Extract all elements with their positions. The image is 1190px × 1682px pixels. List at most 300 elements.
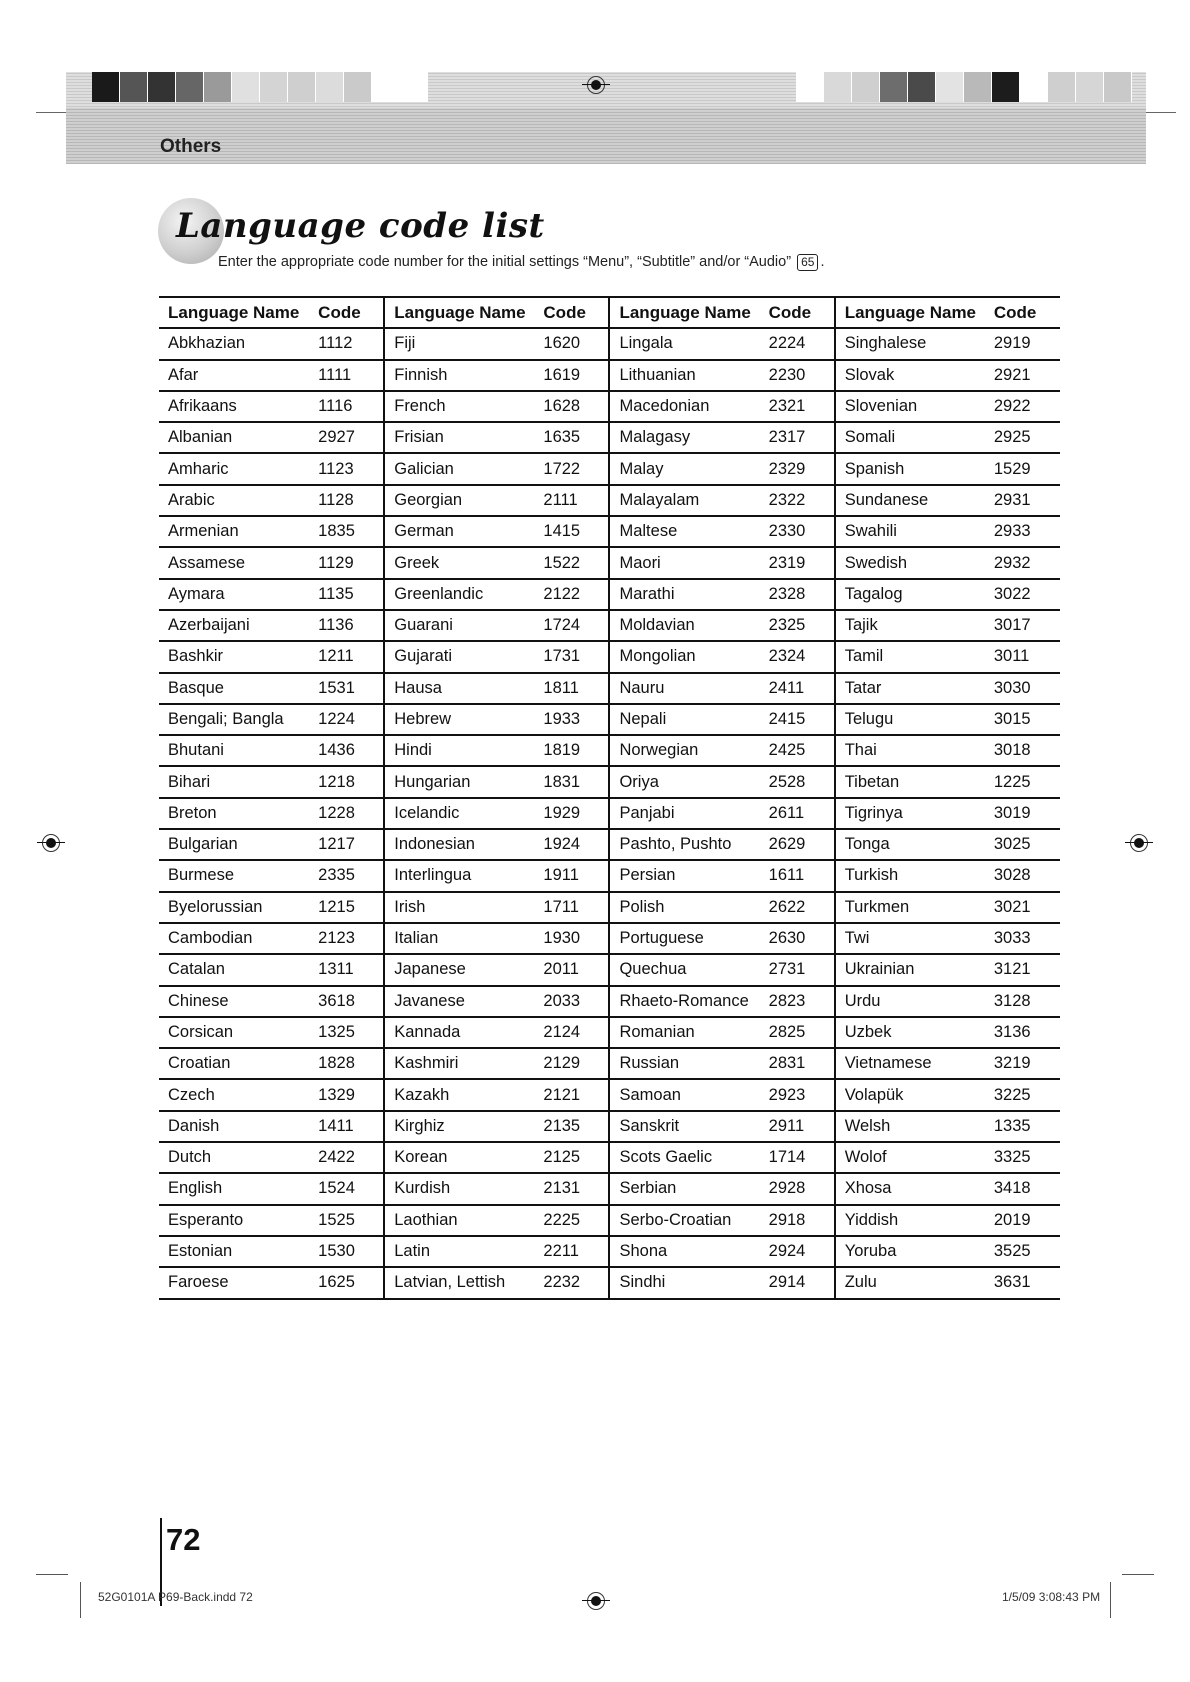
language-code-cell: 1619 (543, 360, 609, 391)
language-name-cell: Estonian (159, 1236, 318, 1267)
language-code-cell: 2232 (543, 1267, 609, 1298)
language-code-cell: 3025 (994, 829, 1060, 860)
trim-line (1122, 1574, 1154, 1575)
language-code-cell: 1129 (318, 547, 384, 578)
language-name-cell: Gujarati (384, 641, 543, 672)
table-row (159, 1236, 1060, 1267)
trim-line (36, 112, 66, 113)
table-row (159, 673, 1060, 704)
language-name-cell: Latvian, Lettish (384, 1267, 543, 1298)
language-name-cell: Korean (384, 1142, 543, 1173)
language-name-cell: Welsh (835, 1111, 994, 1142)
language-code-cell: 3128 (994, 986, 1060, 1017)
language-code-cell: 1217 (318, 829, 384, 860)
language-name-cell: Portuguese (609, 923, 768, 954)
language-name-cell: Italian (384, 923, 543, 954)
language-name-cell: Abkhazian (159, 328, 318, 359)
language-code-cell: 1531 (318, 673, 384, 704)
language-code-cell: 2629 (769, 829, 835, 860)
registration-mark-icon (42, 834, 60, 852)
language-code-cell: 1731 (543, 641, 609, 672)
language-name-cell: Assamese (159, 547, 318, 578)
language-code-cell: 1933 (543, 704, 609, 735)
language-name-cell: Panjabi (609, 798, 768, 829)
language-code-cell: 2211 (543, 1236, 609, 1267)
language-code-cell: 1136 (318, 610, 384, 641)
language-name-cell: Croatian (159, 1048, 318, 1079)
language-name-cell: Malay (609, 453, 768, 484)
language-name-cell: Finnish (384, 360, 543, 391)
language-code-cell: 2224 (769, 328, 835, 359)
language-code-cell: 3033 (994, 923, 1060, 954)
language-code-cell: 2931 (994, 485, 1060, 516)
language-name-cell: Bengali; Bangla (159, 704, 318, 735)
language-code-cell: 1714 (769, 1142, 835, 1173)
column-header-language-name: Language Name (609, 297, 768, 328)
language-code-cell: 1325 (318, 1017, 384, 1048)
language-code-cell: 2324 (769, 641, 835, 672)
language-name-cell: Urdu (835, 986, 994, 1017)
table-row (159, 453, 1060, 484)
color-swatch (148, 72, 176, 102)
language-name-cell: Romanian (609, 1017, 768, 1048)
language-code-cell: 3019 (994, 798, 1060, 829)
language-name-cell: Mongolian (609, 641, 768, 672)
language-name-cell: Sundanese (835, 485, 994, 516)
language-name-cell: Latin (384, 1236, 543, 1267)
language-code-cell: 1112 (318, 328, 384, 359)
table-row (159, 516, 1060, 547)
language-code-cell: 2611 (769, 798, 835, 829)
section-label: Others (160, 136, 222, 157)
language-code-cell: 2124 (543, 1017, 609, 1048)
language-code-cell: 2230 (769, 360, 835, 391)
language-name-cell: Armenian (159, 516, 318, 547)
table-row (159, 485, 1060, 516)
language-name-cell: Fiji (384, 328, 543, 359)
language-name-cell: Esperanto (159, 1205, 318, 1236)
language-name-cell: Albanian (159, 422, 318, 453)
language-code-cell: 3136 (994, 1017, 1060, 1048)
language-name-cell: Afar (159, 360, 318, 391)
language-code-cell: 2914 (769, 1267, 835, 1298)
language-name-cell: Tibetan (835, 766, 994, 797)
language-code-cell: 2425 (769, 735, 835, 766)
language-name-cell: Twi (835, 923, 994, 954)
language-code-cell: 3011 (994, 641, 1060, 672)
language-code-cell: 3219 (994, 1048, 1060, 1079)
language-name-cell: Spanish (835, 453, 994, 484)
language-code-cell: 1711 (543, 892, 609, 923)
table-row (159, 610, 1060, 641)
footer-file-name: 52G0101A P69-Back.indd 72 (98, 1590, 253, 1604)
table-row (159, 1205, 1060, 1236)
table-row (159, 579, 1060, 610)
language-code-cell: 2630 (769, 923, 835, 954)
language-name-cell: Swahili (835, 516, 994, 547)
language-name-cell: Ukrainian (835, 954, 994, 985)
language-name-cell: Greenlandic (384, 579, 543, 610)
language-name-cell: Vietnamese (835, 1048, 994, 1079)
language-name-cell: Lingala (609, 328, 768, 359)
language-name-cell: Indonesian (384, 829, 543, 860)
language-name-cell: Czech (159, 1079, 318, 1110)
language-name-cell: Persian (609, 860, 768, 891)
language-name-cell: Arabic (159, 485, 318, 516)
language-code-cell: 2011 (543, 954, 609, 985)
language-name-cell: Tigrinya (835, 798, 994, 829)
language-name-cell: Zulu (835, 1267, 994, 1298)
color-swatch (964, 72, 992, 102)
footer-timestamp: 1/5/09 3:08:43 PM (1002, 1590, 1101, 1604)
table-row (159, 1173, 1060, 1204)
language-code-cell: 1929 (543, 798, 609, 829)
language-code-cell: 3325 (994, 1142, 1060, 1173)
language-name-cell: Greek (384, 547, 543, 578)
table-row (159, 360, 1060, 391)
language-code-cell: 2923 (769, 1079, 835, 1110)
language-code-cell: 3022 (994, 579, 1060, 610)
language-name-cell: Japanese (384, 954, 543, 985)
language-name-cell: Slovak (835, 360, 994, 391)
language-code-cell: 2528 (769, 766, 835, 797)
language-code-cell: 3015 (994, 704, 1060, 735)
color-swatch (1048, 72, 1076, 102)
color-swatch (992, 72, 1020, 102)
language-code-cell: 2922 (994, 391, 1060, 422)
language-name-cell: Catalan (159, 954, 318, 985)
language-code-cell: 1530 (318, 1236, 384, 1267)
language-name-cell: Malagasy (609, 422, 768, 453)
language-code-cell: 2325 (769, 610, 835, 641)
language-code-cell: 2415 (769, 704, 835, 735)
language-code-cell: 2319 (769, 547, 835, 578)
language-name-cell: Quechua (609, 954, 768, 985)
language-code-cell: 2919 (994, 328, 1060, 359)
language-name-cell: Guarani (384, 610, 543, 641)
column-header-language-name: Language Name (384, 297, 543, 328)
registration-mark-icon (587, 1592, 605, 1610)
language-name-cell: Aymara (159, 579, 318, 610)
language-name-cell: Wolof (835, 1142, 994, 1173)
language-name-cell: Thai (835, 735, 994, 766)
language-name-cell: Lithuanian (609, 360, 768, 391)
language-code-cell: 2335 (318, 860, 384, 891)
language-name-cell: Corsican (159, 1017, 318, 1048)
language-name-cell: Macedonian (609, 391, 768, 422)
language-code-cell: 2135 (543, 1111, 609, 1142)
language-name-cell: Maltese (609, 516, 768, 547)
language-name-cell: Interlingua (384, 860, 543, 891)
language-code-cell: 2918 (769, 1205, 835, 1236)
language-name-cell: Samoan (609, 1079, 768, 1110)
language-name-cell: Hausa (384, 673, 543, 704)
language-name-cell: Danish (159, 1111, 318, 1142)
language-code-cell: 1525 (318, 1205, 384, 1236)
language-name-cell: Telugu (835, 704, 994, 735)
language-code-cell: 1611 (769, 860, 835, 891)
language-name-cell: Laothian (384, 1205, 543, 1236)
language-name-cell: Moldavian (609, 610, 768, 641)
language-code-cell: 1635 (543, 422, 609, 453)
language-code-cell: 1724 (543, 610, 609, 641)
language-code-cell: 1911 (543, 860, 609, 891)
language-name-cell: Malayalam (609, 485, 768, 516)
language-code-cell: 2911 (769, 1111, 835, 1142)
language-name-cell: Icelandic (384, 798, 543, 829)
language-name-cell: Serbian (609, 1173, 768, 1204)
language-code-cell: 2122 (543, 579, 609, 610)
language-name-cell: Tajik (835, 610, 994, 641)
language-name-cell: Oriya (609, 766, 768, 797)
language-code-cell: 2927 (318, 422, 384, 453)
color-bar-left (92, 72, 428, 102)
intro-end: . (820, 254, 825, 270)
language-code-cell: 2924 (769, 1236, 835, 1267)
language-code-cell: 1415 (543, 516, 609, 547)
table-row (159, 829, 1060, 860)
language-code-cell: 2019 (994, 1205, 1060, 1236)
language-code-cell: 1811 (543, 673, 609, 704)
language-name-cell: Hungarian (384, 766, 543, 797)
language-code-cell: 1835 (318, 516, 384, 547)
trim-line (1110, 1582, 1111, 1618)
language-name-cell: German (384, 516, 543, 547)
language-code-cell: 1819 (543, 735, 609, 766)
language-code-cell: 1930 (543, 923, 609, 954)
registration-mark-icon (587, 76, 605, 94)
table-row (159, 735, 1060, 766)
language-code-cell: 2731 (769, 954, 835, 985)
page-number: 72 (166, 1522, 201, 1557)
language-code-cell: 2131 (543, 1173, 609, 1204)
page-title: Language code list (176, 206, 545, 246)
table-row (159, 391, 1060, 422)
language-code-cell: 2322 (769, 485, 835, 516)
language-code-cell: 1224 (318, 704, 384, 735)
color-swatch (92, 72, 120, 102)
color-swatch (372, 72, 400, 102)
language-code-cell: 1218 (318, 766, 384, 797)
language-code-cell: 1128 (318, 485, 384, 516)
language-code-cell: 2123 (318, 923, 384, 954)
language-name-cell: Bulgarian (159, 829, 318, 860)
color-swatch (880, 72, 908, 102)
language-code-cell: 1620 (543, 328, 609, 359)
language-name-cell: Kurdish (384, 1173, 543, 1204)
language-name-cell: Bashkir (159, 641, 318, 672)
language-name-cell: Scots Gaelic (609, 1142, 768, 1173)
language-name-cell: Sindhi (609, 1267, 768, 1298)
color-swatch (852, 72, 880, 102)
table-row (159, 1267, 1060, 1298)
language-code-cell: 3225 (994, 1079, 1060, 1110)
language-name-cell: Tonga (835, 829, 994, 860)
language-name-cell: Amharic (159, 453, 318, 484)
language-code-cell: 2831 (769, 1048, 835, 1079)
trim-line (36, 1574, 68, 1575)
language-code-cell: 1116 (318, 391, 384, 422)
language-code-cell: 2225 (543, 1205, 609, 1236)
intro-text (218, 254, 824, 271)
language-name-cell: English (159, 1173, 318, 1204)
language-code-cell: 1215 (318, 892, 384, 923)
language-code-cell: 1211 (318, 641, 384, 672)
language-name-cell: Faroese (159, 1267, 318, 1298)
language-name-cell: Irish (384, 892, 543, 923)
table-row (159, 547, 1060, 578)
language-code-cell: 1335 (994, 1111, 1060, 1142)
language-name-cell: Yoruba (835, 1236, 994, 1267)
language-code-cell: 3525 (994, 1236, 1060, 1267)
language-name-cell: French (384, 391, 543, 422)
language-name-cell: Dutch (159, 1142, 318, 1173)
intro-sentence: Enter the appropriate code number for the initial settings “Menu”, “Subtitle” and/or “Audio” (218, 254, 792, 270)
color-swatch (400, 72, 428, 102)
table-row (159, 1111, 1060, 1142)
language-name-cell: Volapük (835, 1079, 994, 1110)
language-name-cell: Sanskrit (609, 1111, 768, 1142)
column-header-code: Code (769, 297, 835, 328)
language-name-cell: Uzbek (835, 1017, 994, 1048)
language-code-cell: 2330 (769, 516, 835, 547)
language-code-cell: 2317 (769, 422, 835, 453)
language-name-cell: Basque (159, 673, 318, 704)
language-name-cell: Afrikaans (159, 391, 318, 422)
color-swatch (204, 72, 232, 102)
table-row (159, 766, 1060, 797)
language-code-cell: 2121 (543, 1079, 609, 1110)
language-name-cell: Byelorussian (159, 892, 318, 923)
language-name-cell: Nepali (609, 704, 768, 735)
registration-mark-icon (1130, 834, 1148, 852)
language-code-cell: 2932 (994, 547, 1060, 578)
language-code-cell: 2033 (543, 986, 609, 1017)
language-name-cell: Cambodian (159, 923, 318, 954)
language-code-cell: 1522 (543, 547, 609, 578)
language-code-cell: 1225 (994, 766, 1060, 797)
language-name-cell: Marathi (609, 579, 768, 610)
color-swatch (796, 72, 824, 102)
language-code-cell: 3018 (994, 735, 1060, 766)
language-code-cell: 2925 (994, 422, 1060, 453)
table-row (159, 1079, 1060, 1110)
color-bar-right (796, 72, 1132, 102)
color-swatch (908, 72, 936, 102)
language-name-cell: Frisian (384, 422, 543, 453)
table-row (159, 860, 1060, 891)
color-swatch (344, 72, 372, 102)
language-name-cell: Tamil (835, 641, 994, 672)
language-code-cell: 2321 (769, 391, 835, 422)
language-code-cell: 1436 (318, 735, 384, 766)
color-swatch (176, 72, 204, 102)
color-swatch (1104, 72, 1132, 102)
language-code-cell: 2422 (318, 1142, 384, 1173)
language-name-cell: Azerbaijani (159, 610, 318, 641)
table-row (159, 1142, 1060, 1173)
language-name-cell: Tagalog (835, 579, 994, 610)
language-code-cell: 2823 (769, 986, 835, 1017)
language-code-cell: 3028 (994, 860, 1060, 891)
table-row (159, 1048, 1060, 1079)
language-name-cell: Hindi (384, 735, 543, 766)
language-code-cell: 3631 (994, 1267, 1060, 1298)
language-name-cell: Kirghiz (384, 1111, 543, 1142)
language-name-cell: Bhutani (159, 735, 318, 766)
language-code-cell: 1529 (994, 453, 1060, 484)
table-header-row (159, 297, 1060, 328)
language-code-cell: 1628 (543, 391, 609, 422)
language-name-cell: Somali (835, 422, 994, 453)
language-name-cell: Slovenian (835, 391, 994, 422)
color-swatch (1076, 72, 1104, 102)
language-code-cell: 1228 (318, 798, 384, 829)
column-header-language-name: Language Name (159, 297, 318, 328)
language-name-cell: Chinese (159, 986, 318, 1017)
language-code-cell: 2928 (769, 1173, 835, 1204)
language-code-cell: 2328 (769, 579, 835, 610)
language-name-cell: Singhalese (835, 328, 994, 359)
table-row (159, 798, 1060, 829)
table-row (159, 422, 1060, 453)
column-header-code: Code (543, 297, 609, 328)
language-name-cell: Rhaeto-Romance (609, 986, 768, 1017)
language-name-cell: Hebrew (384, 704, 543, 735)
language-code-cell: 1625 (318, 1267, 384, 1298)
language-name-cell: Serbo-Croatian (609, 1205, 768, 1236)
language-name-cell: Maori (609, 547, 768, 578)
table-row (159, 923, 1060, 954)
language-name-cell: Breton (159, 798, 318, 829)
language-code-cell: 1329 (318, 1079, 384, 1110)
language-code-cell: 2622 (769, 892, 835, 923)
trim-line (80, 1582, 81, 1618)
language-name-cell: Javanese (384, 986, 543, 1017)
color-swatch (120, 72, 148, 102)
color-swatch (1020, 72, 1048, 102)
language-name-cell: Kannada (384, 1017, 543, 1048)
language-name-cell: Turkmen (835, 892, 994, 923)
language-code-cell: 3618 (318, 986, 384, 1017)
language-code-cell: 1722 (543, 453, 609, 484)
language-name-cell: Georgian (384, 485, 543, 516)
language-code-cell: 1524 (318, 1173, 384, 1204)
column-header-code: Code (994, 297, 1060, 328)
page-reference: 65 (797, 254, 818, 271)
language-code-cell: 1123 (318, 453, 384, 484)
language-code-cell: 2329 (769, 453, 835, 484)
language-code-cell: 2825 (769, 1017, 835, 1048)
language-code-cell: 1924 (543, 829, 609, 860)
color-swatch (260, 72, 288, 102)
table-row (159, 986, 1060, 1017)
table-row (159, 954, 1060, 985)
language-code-cell: 3418 (994, 1173, 1060, 1204)
language-name-cell: Burmese (159, 860, 318, 891)
language-name-cell: Bihari (159, 766, 318, 797)
language-name-cell: Norwegian (609, 735, 768, 766)
language-code-cell: 1311 (318, 954, 384, 985)
language-name-cell: Galician (384, 453, 543, 484)
language-code-table (159, 296, 1060, 1300)
language-code-cell: 1111 (318, 360, 384, 391)
language-name-cell: Pashto, Pushto (609, 829, 768, 860)
language-code-cell: 1831 (543, 766, 609, 797)
color-swatch (232, 72, 260, 102)
column-header-code: Code (318, 297, 384, 328)
color-swatch (316, 72, 344, 102)
